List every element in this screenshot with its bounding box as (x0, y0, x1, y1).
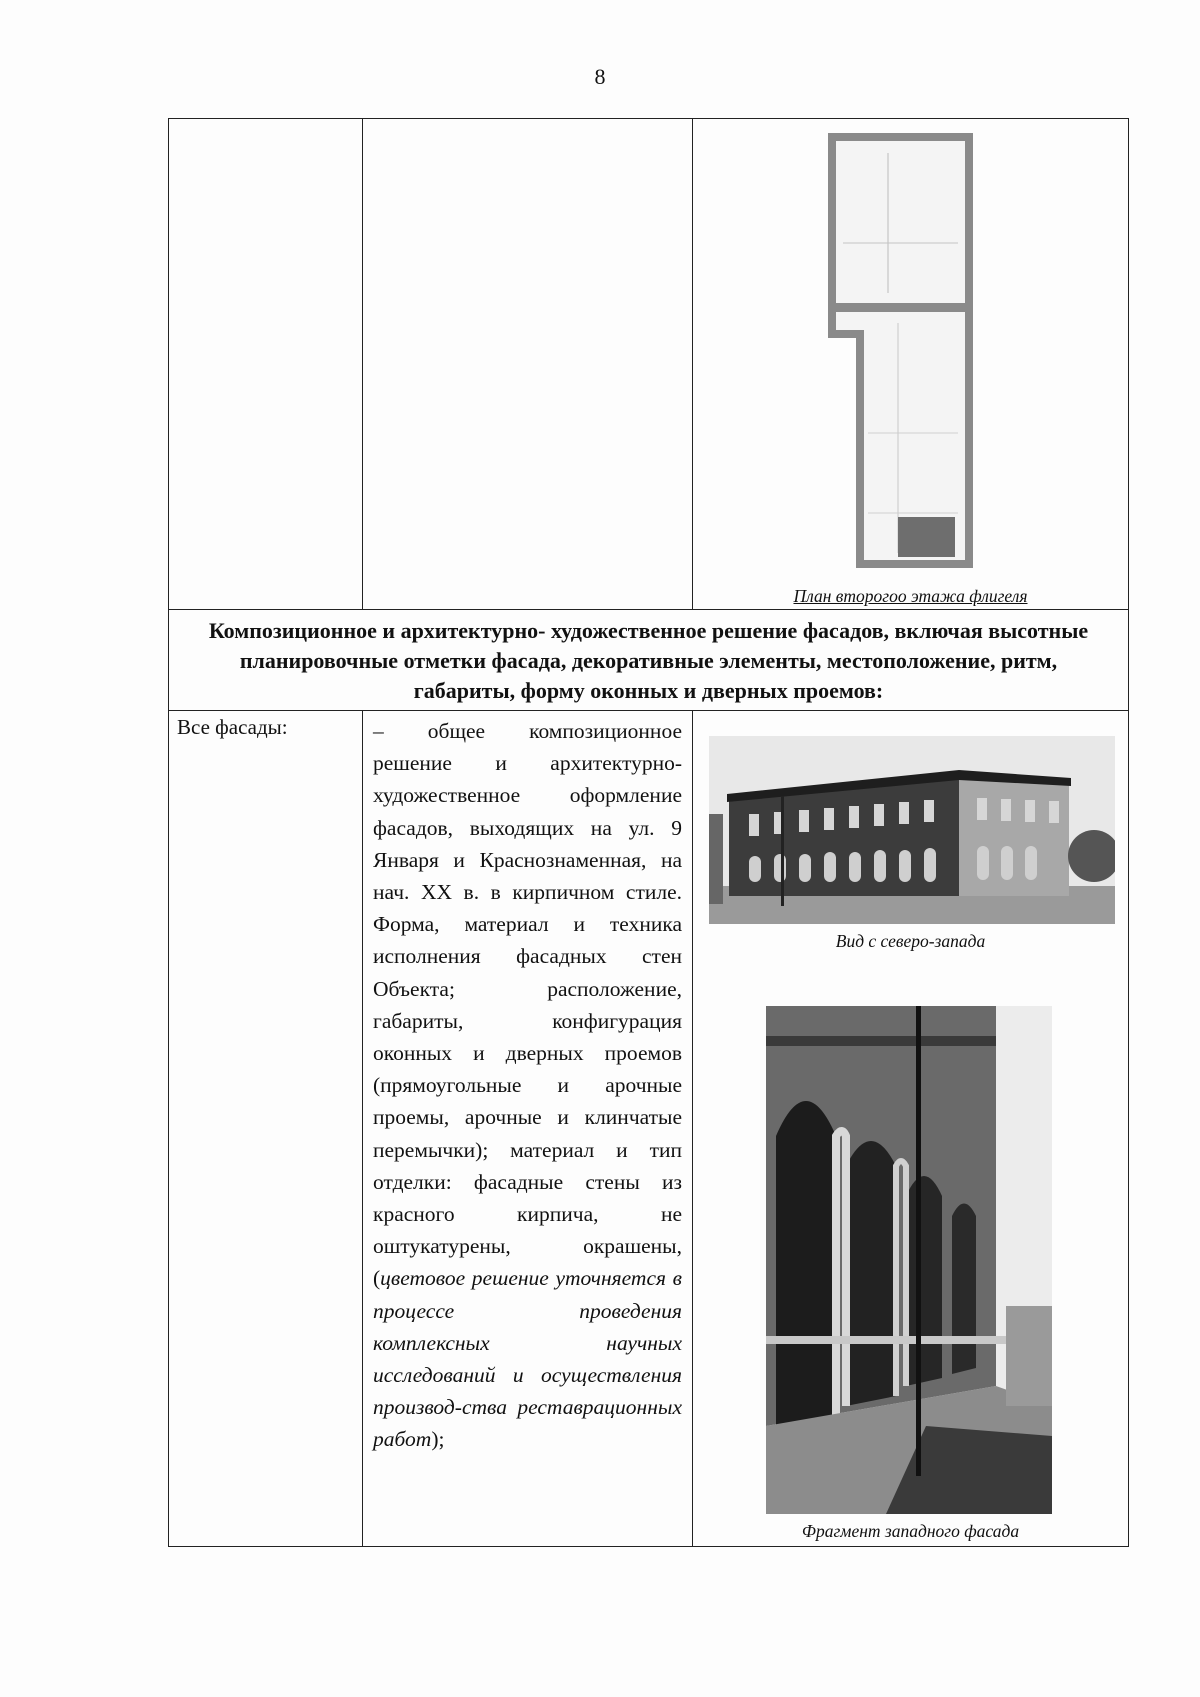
section-heading: Композиционное и архитектурно- художественное решение фасадов, включая высотные планировочные отметки фасада, декоративные элементы, местоположение, ритм, габариты, форму оконных и дверных проемов: (169, 610, 1129, 711)
description-text: – общее композиционное решение и архитектурно-художественное оформление фасадов, выходящих на ул. 9 Января и Краснознаменная, на нач. XX в. в кирпичном стиле. Форма, материал и техника исполнения фасадных стен Объекта; расположение, габариты, конфигурация оконных и дверных проемов (прямоугольные и арочные проемы, арочные и клинчатые перемычки); материал и тип отделки: фасадные стены из красного кирпича, не оштукатурены, окрашены, ( (373, 719, 682, 1291)
west-facade-caption: Фрагмент западного фасада (801, 1521, 1020, 1541)
description-table (168, 118, 1129, 1547)
plan-row (169, 119, 1129, 610)
description-italic-text: цветовое решение уточняется в процессе проведения комплексных научных исследований и осуществления производ-ства реставрационных работ (373, 1266, 682, 1452)
plan-cell (693, 119, 1129, 610)
plan-caption: План второгоо этажа флигеля (793, 586, 1028, 606)
description-end-text: ); (431, 1427, 445, 1452)
facades-label: Все фасады: (169, 711, 363, 1547)
west-facade-fragment-photo (766, 1006, 1052, 1514)
heading-row (169, 610, 1129, 711)
northwest-view-caption: Вид с северо-запада (835, 931, 986, 951)
northwest-view-photo (709, 736, 1115, 924)
floor-plan-image (828, 133, 978, 583)
photos-cell (693, 711, 1129, 1547)
page-number: 8 (594, 64, 606, 89)
empty-cell (363, 119, 693, 610)
facades-description (363, 711, 693, 1547)
empty-cell (169, 119, 363, 610)
facades-row (169, 711, 1129, 1547)
